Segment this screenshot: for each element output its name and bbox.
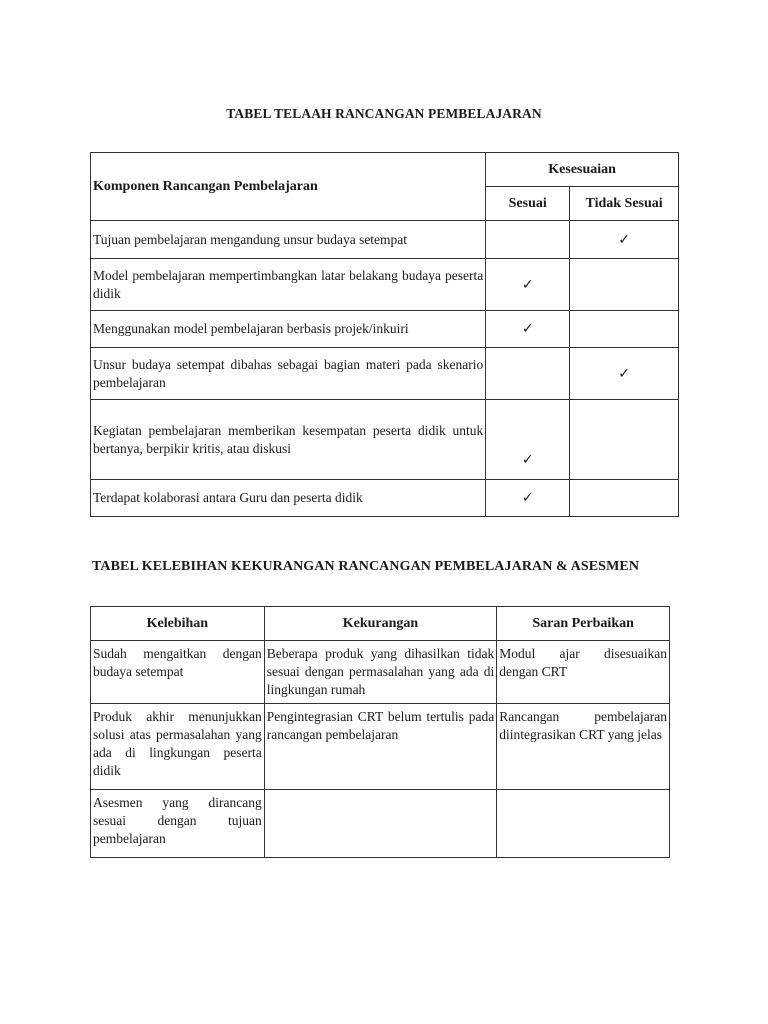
- row-text: Terdapat kolaborasi antara Guru dan peserta didik: [91, 480, 486, 517]
- row-text: Kegiatan pembelajaran memberikan kesempatan peserta didik untuk bertanya, berpikir kritis, atau diskusi: [91, 400, 486, 480]
- header-kesesuaian: Kesesuaian: [486, 153, 679, 187]
- header-kekurangan: Kekurangan: [264, 607, 497, 641]
- table-row: [91, 704, 670, 790]
- table-row: [91, 480, 679, 517]
- check-sesuai: [486, 348, 570, 400]
- header-component: Komponen Rancangan Pembelajaran: [91, 153, 486, 221]
- cell-kekurangan: Pengintegrasian CRT belum tertulis pada rancangan pembelajaran: [264, 704, 497, 790]
- check-tidak-sesuai: [570, 311, 679, 348]
- check-tidak-sesuai: [570, 480, 679, 517]
- cell-saran: Modul ajar disesuaikan dengan CRT: [497, 641, 670, 704]
- check-tidak-sesuai: ✓: [570, 348, 679, 400]
- table-row: [91, 641, 670, 704]
- check-sesuai: [486, 221, 570, 259]
- check-sesuai: ✓: [486, 259, 570, 311]
- cell-kekurangan: Beberapa produk yang dihasilkan tidak sesuai dengan permasalahan yang ada di lingkungan rumah: [264, 641, 497, 704]
- table-row: [91, 259, 679, 311]
- row-text: Menggunakan model pembelajaran berbasis projek/inkuiri: [91, 311, 486, 348]
- row-text: Model pembelajaran mempertimbangkan latar belakang budaya peserta didik: [91, 259, 486, 311]
- cell-kelebihan: Sudah mengaitkan dengan budaya setempat: [91, 641, 265, 704]
- cell-saran: Rancangan pembelajaran diintegrasikan CRT yang jelas: [497, 704, 670, 790]
- row-text: Tujuan pembelajaran mengandung unsur budaya setempat: [91, 221, 486, 259]
- header-sesuai: Sesuai: [486, 187, 570, 221]
- strengths-weaknesses-table: [90, 606, 670, 858]
- table1-title: TABEL TELAAH RANCANGAN PEMBELAJARAN: [226, 106, 542, 121]
- table-row: [91, 348, 679, 400]
- table2-title: TABEL KELEBIHAN KEKURANGAN RANCANGAN PEMBELAJARAN & ASESMEN: [92, 559, 640, 574]
- row-text: Unsur budaya setempat dibahas sebagai bagian materi pada skenario pembelajaran: [91, 348, 486, 400]
- cell-saran: [497, 790, 670, 858]
- check-sesuai: ✓: [486, 480, 570, 517]
- check-tidak-sesuai: [570, 400, 679, 480]
- cell-kelebihan: Produk akhir menunjukkan solusi atas permasalahan yang ada di lingkungan peserta didik: [91, 704, 265, 790]
- table-row: [91, 400, 679, 480]
- cell-kekurangan: [264, 790, 497, 858]
- check-sesuai: ✓: [486, 311, 570, 348]
- table-row: [91, 311, 679, 348]
- table-row: [91, 221, 679, 259]
- check-tidak-sesuai: ✓: [570, 221, 679, 259]
- check-sesuai: ✓: [486, 400, 570, 480]
- table-row: [91, 790, 670, 858]
- header-saran-perbaikan: Saran Perbaikan: [497, 607, 670, 641]
- review-table: [90, 152, 679, 517]
- cell-kelebihan: Asesmen yang dirancang sesuai dengan tujuan pembelajaran: [91, 790, 265, 858]
- check-tidak-sesuai: [570, 259, 679, 311]
- header-kelebihan: Kelebihan: [91, 607, 265, 641]
- header-tidak-sesuai: Tidak Sesuai: [570, 187, 679, 221]
